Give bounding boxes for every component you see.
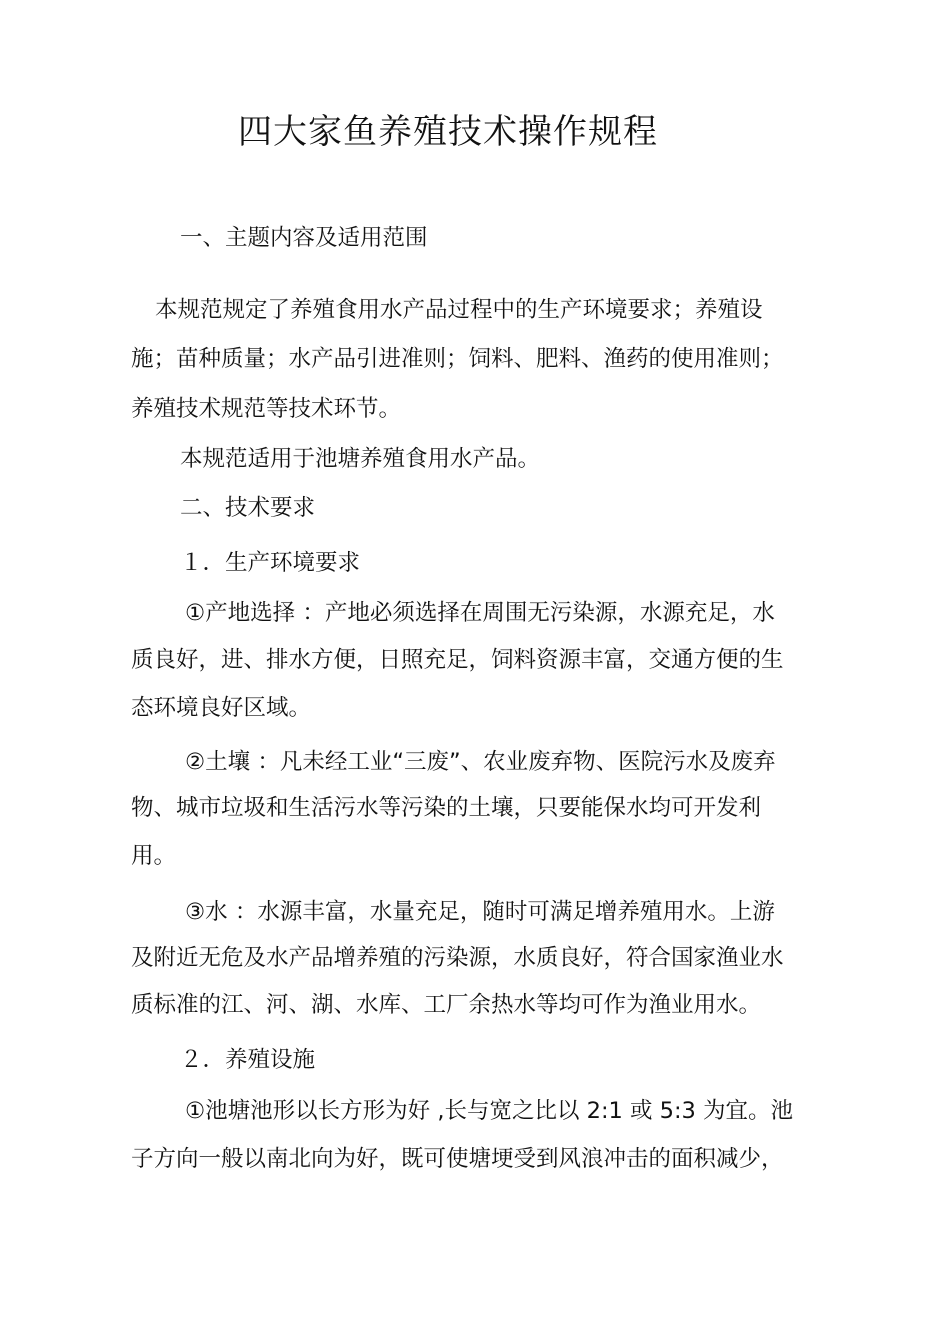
paragraph-line: 养殖技术规范等技术环节。 xyxy=(131,396,402,422)
item-line: 质良好，进、排水方便，日照充足，饲料资源丰富，交通方便的生 xyxy=(131,647,784,673)
item-line: 质标准的江、河、湖、水库、工厂余热水等均可作为渔业用水。 xyxy=(131,992,762,1018)
item-line: ①产地选择 ：产地必须选择在周围无污染源，水源充足，水 xyxy=(185,600,775,626)
paragraph-line: 本规范规定了养殖食用水产品过程中的生产环境要求；养殖设 xyxy=(155,297,763,323)
item-line: 子方向一般以南北向为好，既可使塘埂受到风浪冲击的面积减少， xyxy=(131,1146,784,1172)
subsection-1-heading: １．生产环境要求 xyxy=(180,550,361,576)
section-2-heading: 二、技术要求 xyxy=(180,495,316,521)
item-line: ①池塘池形以长方形为好 ,长与宽之比以 2:1 或 5:3 为宜。池 xyxy=(185,1098,794,1124)
document-title: 四大家鱼养殖技术操作规程 xyxy=(238,112,658,152)
paragraph-line: 本规范适用于池塘养殖食用水产品。 xyxy=(180,446,541,472)
item-line: 用。 xyxy=(131,843,177,869)
paragraph-line: 施；苗种质量；水产品引进准则；饲料、肥料、渔药的使用准则； xyxy=(131,346,784,372)
item-line: 及附近无危及水产品增养殖的污染源，水质良好，符合国家渔业水 xyxy=(131,945,784,971)
item-line: 态环境良好区域。 xyxy=(131,695,312,721)
item-line: 物、城市垃圾和生活污水等污染的土壤，只要能保水均可开发利 xyxy=(131,795,762,821)
subsection-2-heading: ２．养殖设施 xyxy=(180,1047,316,1073)
item-line: ③水 ：水源丰富，水量充足，随时可满足增养殖用水。上游 xyxy=(185,899,775,925)
item-line: ②土壤 ：凡未经工业“三废”、农业废弃物、医院污水及废弃 xyxy=(185,749,776,775)
section-1-heading: 一、主题内容及适用范围 xyxy=(180,225,428,251)
